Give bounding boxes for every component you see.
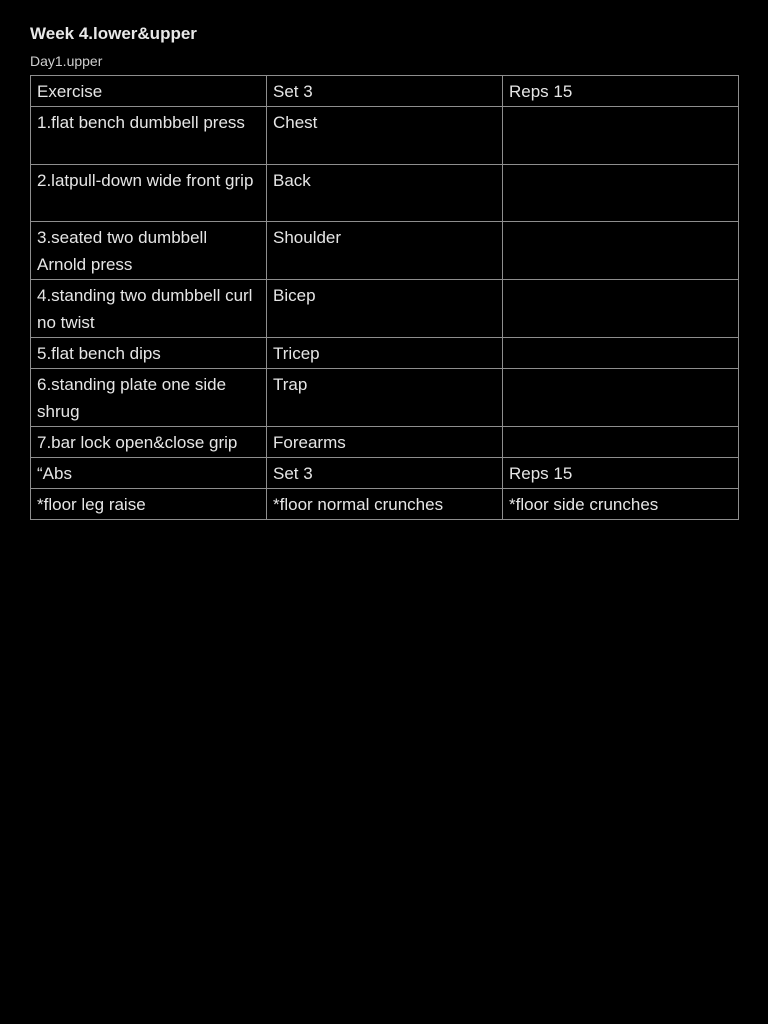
table-cell[interactable]: Reps 15 [503,76,739,107]
table-cell[interactable]: *floor normal crunches [267,489,503,520]
note-subtitle[interactable]: Day1.upper [30,53,103,69]
table-cell[interactable]: *floor side crunches [503,489,739,520]
table-cell[interactable]: Reps 15 [503,458,739,489]
table-cell[interactable] [503,280,739,338]
table-cell[interactable]: 4.standing two dumbbell curl no twist [31,280,267,338]
table-row [31,489,739,520]
table-cell[interactable]: Set 3 [267,76,503,107]
table-row [31,338,739,369]
table-cell[interactable] [503,222,739,280]
table-header-row [31,76,739,107]
table-cell[interactable]: Bicep [267,280,503,338]
table-cell[interactable]: Tricep [267,338,503,369]
table-cell[interactable]: 1.flat bench dumbbell press [31,107,267,165]
table-cell[interactable]: 2.latpull-down wide front grip [31,165,267,222]
table-cell[interactable] [503,369,739,427]
table-cell[interactable]: 5.flat bench dips [31,338,267,369]
table-cell[interactable]: Trap [267,369,503,427]
table-cell[interactable]: Shoulder [267,222,503,280]
table-row [31,369,739,427]
table-cell[interactable]: “Abs [31,458,267,489]
table-cell[interactable]: Back [267,165,503,222]
table-cell[interactable]: Forearms [267,427,503,458]
workout-table[interactable] [30,75,739,520]
table-row [31,222,739,280]
table-cell[interactable] [503,338,739,369]
table-row [31,280,739,338]
table-cell[interactable]: *floor leg raise [31,489,267,520]
table-row [31,107,739,165]
note-title[interactable]: Week 4.lower&upper [30,24,197,43]
table-cell[interactable]: 6.standing plate one side shrug [31,369,267,427]
table-cell[interactable]: 3.seated two dumbbell Arnold press [31,222,267,280]
table-cell[interactable]: Exercise [31,76,267,107]
table-cell[interactable]: 7.bar lock open&close grip [31,427,267,458]
table-cell[interactable] [503,165,739,222]
table-row [31,165,739,222]
table-cell[interactable]: Chest [267,107,503,165]
table-cell[interactable] [503,107,739,165]
table-cell[interactable]: Set 3 [267,458,503,489]
table-row [31,458,739,489]
table-cell[interactable] [503,427,739,458]
table-row [31,427,739,458]
